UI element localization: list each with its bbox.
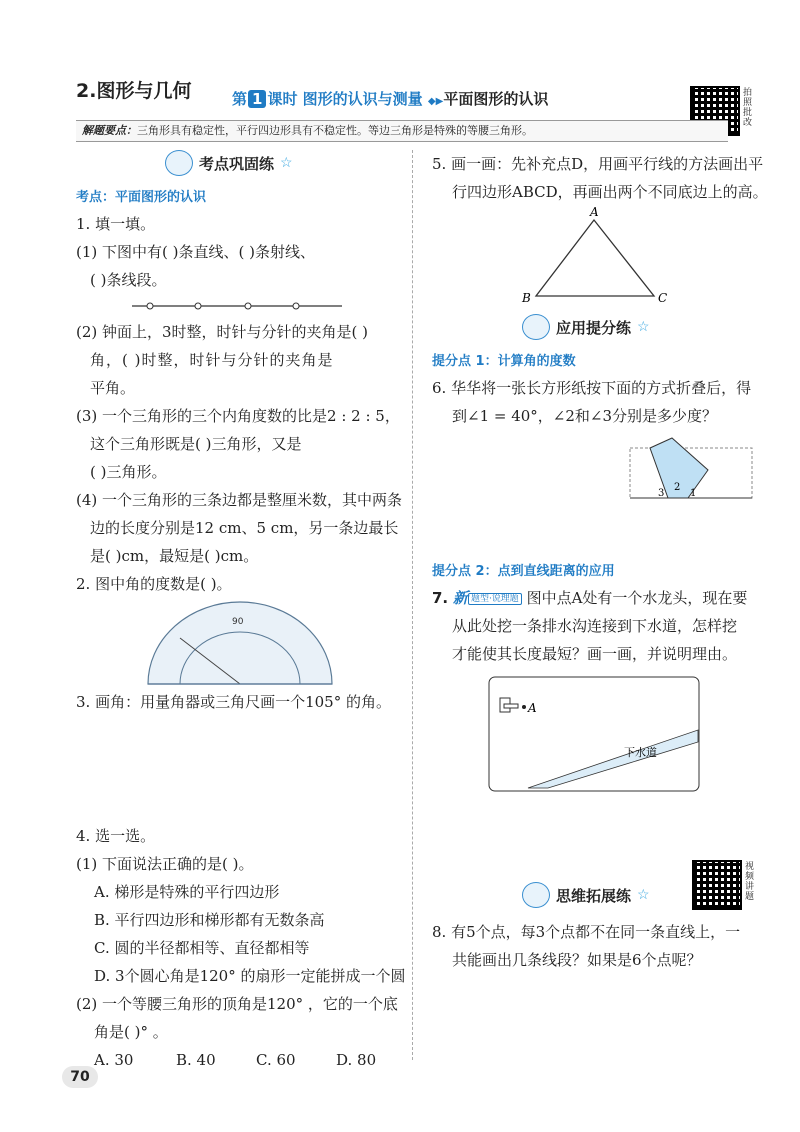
- knowledge-point-label: 考点：平面图形的认识: [76, 190, 207, 205]
- q4-part2-option-c: C. 60: [256, 1051, 296, 1069]
- q1-part4-line1: (4) 一个三角形的三条边都是整厘米数，其中两条: [76, 491, 403, 509]
- q1-part3-line2: 这个三角形既是( )三角形，又是: [90, 435, 302, 453]
- question-7-line1: [432, 584, 747, 613]
- drain-figure: [488, 676, 700, 792]
- section-header-consolidate: [165, 148, 293, 178]
- q1-part1-line2: ( )条线段。: [90, 271, 167, 289]
- key-point-1: 提分点 1：计算角的度数: [432, 354, 576, 369]
- question-5-line1: 5. 画一画：先补充点D，用画平行线的方法画出平: [432, 155, 764, 173]
- vertex-c-label: C: [658, 291, 668, 305]
- star-icon: ☆: [637, 319, 650, 335]
- section-header-apply: [522, 312, 650, 342]
- section-header-extend: [522, 880, 650, 910]
- star-icon: ☆: [280, 155, 293, 171]
- angle-1-label: 1: [690, 488, 697, 499]
- question-6-line2: 到∠1 = 40°，∠2和∠3分别是多少度？: [452, 407, 718, 425]
- mascot-icon: [522, 882, 550, 908]
- q4-part1-option-b: B. 平行四边形和梯形都有无数条高: [94, 911, 325, 929]
- vertex-a-label: A: [590, 205, 599, 219]
- line-figure: [128, 298, 348, 314]
- qr-code-icon[interactable]: [692, 860, 742, 910]
- q4-part1-option-a: A. 梯形是特殊的平行四边形: [94, 883, 280, 901]
- q1-part3-line3: ( )三角形。: [90, 463, 167, 481]
- question-5-line2: 行四边形ABCD，再画出两个不同底边上的高。: [452, 183, 768, 201]
- page-number: 70: [62, 1066, 98, 1088]
- q1-part2-line2: 角，( )时整，时针与分针的夹角是: [90, 351, 334, 369]
- q4-part2-option-a: A. 30: [94, 1051, 134, 1069]
- chapter-title: 2.图形与几何: [76, 80, 192, 102]
- lesson-topic: 平面图形的认识: [443, 90, 549, 108]
- question-6-line1: 6. 华华将一张长方形纸按下面的方式折叠后，得: [432, 379, 752, 397]
- question-type-tag: 题型·说理题: [468, 593, 522, 605]
- new-badge: 新: [452, 589, 468, 607]
- arrow-icon: ◆▶: [427, 96, 444, 107]
- vertex-b-label: B: [522, 291, 531, 305]
- qr-label: 拍照批改: [743, 88, 753, 128]
- question-4-title: 4. 选一选。: [76, 827, 156, 845]
- q1-part3-line1: (3) 一个三角形的三个内角度数的比是2 : 2 : 5，: [76, 407, 400, 425]
- drain-label: 下水道: [624, 746, 657, 759]
- key-points-bar: [76, 120, 728, 142]
- question-3: 3. 画角：用量角器或三角尺画一个105° 的角。: [76, 693, 391, 711]
- question-2: 2. 图中角的度数是( )。: [76, 575, 232, 593]
- qr-label: 视频讲题: [745, 862, 755, 902]
- folded-paper-figure: [628, 436, 756, 502]
- q4-part2-line1: (2) 一个等腰三角形的顶角是120° ，它的一个底: [76, 995, 398, 1013]
- lesson-name: 课时 图形的认识与测量: [267, 90, 423, 108]
- q1-part4-line3: 是( )cm，最短是( )cm。: [90, 547, 259, 565]
- q1-part2-line1: (2) 钟面上，3时整，时针与分针的夹角是( ): [76, 323, 369, 341]
- q4-part1-option-d: D. 3个圆心角是120° 的扇形一定能拼成一个圆: [94, 967, 406, 985]
- q1-part1-line1: (1) 下图中有( )条直线、( )条射线、: [76, 243, 315, 261]
- angle-2-label: 2: [674, 482, 681, 493]
- q4-part2-option-b: B. 40: [176, 1051, 216, 1069]
- section-title: 应用提分练: [556, 318, 632, 337]
- lesson-number-badge: 1: [248, 90, 266, 108]
- key-text: 三角形具有稳定性，平行四边形具有不稳定性。等边三角形是特殊的等腰三角形。: [137, 124, 533, 137]
- lesson-title: [232, 88, 548, 109]
- key-label: 解题要点：: [82, 124, 137, 137]
- question-8-line1: 8. 有5个点，每3个点都不在同一条直线上，一: [432, 923, 741, 941]
- lesson-prefix: 第: [232, 90, 248, 108]
- q1-part4-line2: 边的长度分别是12 cm、5 cm，另一条边最长: [90, 519, 399, 537]
- question-8-line2: 共能画出几条线段？如果是6个点呢？: [452, 951, 702, 969]
- triangle-abc-figure: [518, 204, 674, 306]
- q7-text-1: 图中点A处有一个水龙头，现在要: [526, 589, 748, 607]
- question-1-title: 1. 填一填。: [76, 215, 156, 233]
- point-a-label: A: [528, 701, 537, 715]
- section-title: 考点巩固练: [199, 154, 275, 173]
- q4-part2-option-d: D. 80: [336, 1051, 377, 1069]
- angle-3-label: 3: [658, 488, 665, 499]
- section-title: 思维拓展练: [556, 886, 632, 905]
- question-7-line3: 才能使其长度最短？画一画，并说明理由。: [452, 645, 738, 663]
- q4-part1-option-c: C. 圆的半径都相等、直径都相等: [94, 939, 310, 957]
- column-divider: [412, 150, 413, 1060]
- mascot-icon: [165, 150, 193, 176]
- q7-number: 7.: [432, 589, 449, 607]
- star-icon: ☆: [637, 887, 650, 903]
- protractor-mark-90: 90: [232, 617, 244, 627]
- mascot-icon: [522, 314, 550, 340]
- q1-part2-line3: 平角。: [90, 379, 136, 397]
- q4-part2-line2: 角是( )° 。: [94, 1023, 168, 1041]
- key-point-2: 提分点 2：点到直线距离的应用: [432, 564, 615, 579]
- protractor-figure: [140, 598, 340, 690]
- question-7-line2: 从此处挖一条排水沟连接到下水道，怎样挖: [452, 617, 738, 635]
- q4-part1: (1) 下面说法正确的是( )。: [76, 855, 254, 873]
